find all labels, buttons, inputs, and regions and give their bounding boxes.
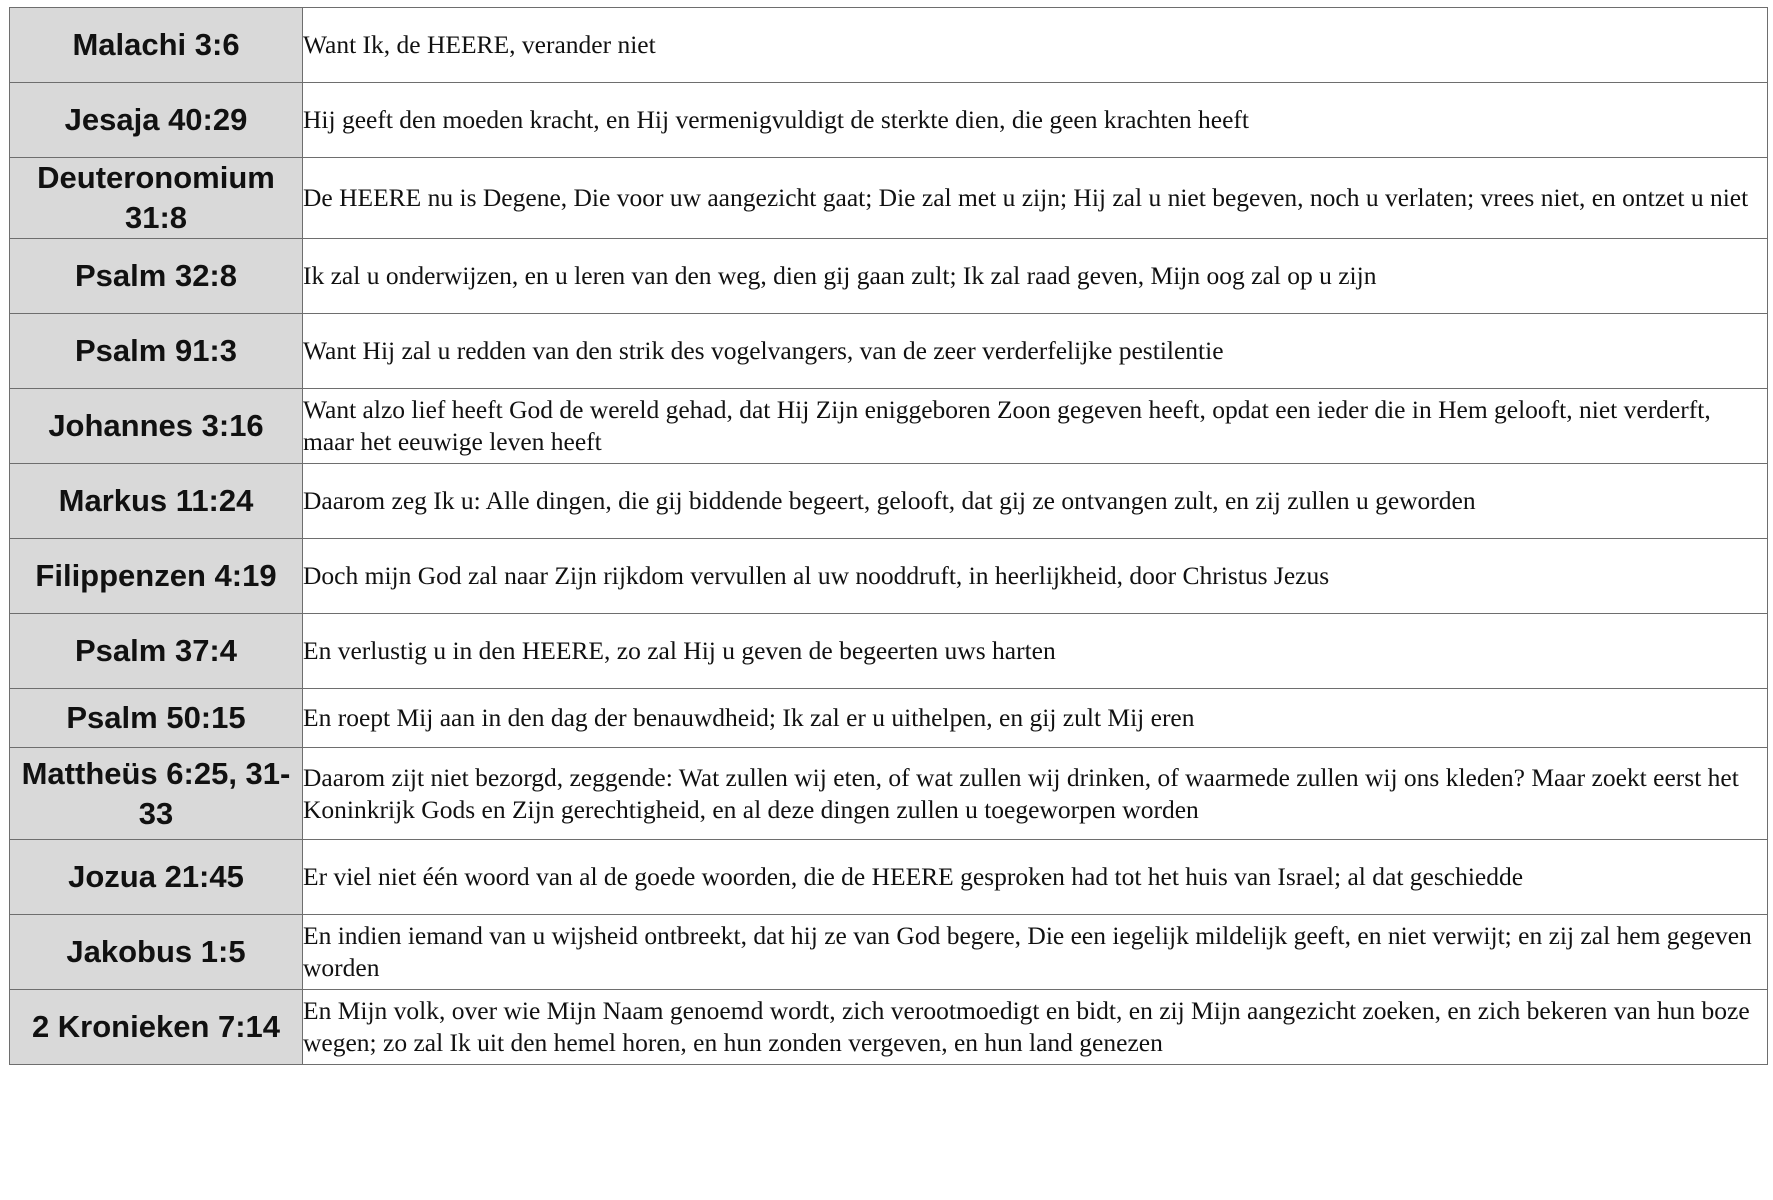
verse-text: Hij geeft den moeden kracht, en Hij vermenigvuldigt de sterkte dien, die geen krachten heeft	[303, 83, 1768, 158]
verse-text: En Mijn volk, over wie Mijn Naam genoemd wordt, zich verootmoedigt en bidt, en zij Mijn aangezicht zoeken, en zich bekeren van hun boze wegen; zo zal Ik uit den hemel horen, en hun zonden vergeven, en hun land genezen	[303, 990, 1768, 1065]
verse-text: Want Ik, de HEERE, verander niet	[303, 8, 1768, 83]
verse-reference: Filippenzen 4:19	[10, 539, 303, 614]
verse-reference: Malachi 3:6	[10, 8, 303, 83]
verse-table	[9, 7, 1768, 1065]
table-row	[10, 539, 1768, 614]
verse-reference: Markus 11:24	[10, 464, 303, 539]
verse-text: Daarom zeg Ik u: Alle dingen, die gij biddende begeert, gelooft, dat gij ze ontvangen zult, en zij zullen u geworden	[303, 464, 1768, 539]
table-row	[10, 239, 1768, 314]
verse-reference: Jesaja 40:29	[10, 83, 303, 158]
verse-text: Ik zal u onderwijzen, en u leren van den weg, dien gij gaan zult; Ik zal raad geven, Mijn oog zal op u zijn	[303, 239, 1768, 314]
table-row	[10, 158, 1768, 239]
verse-text: Want alzo lief heeft God de wereld gehad, dat Hij Zijn eniggeboren Zoon gegeven heeft, opdat een ieder die in Hem gelooft, niet verderft, maar het eeuwige leven heeft	[303, 389, 1768, 464]
verse-text: Want Hij zal u redden van den strik des vogelvangers, van de zeer verderfelijke pestilentie	[303, 314, 1768, 389]
table-row	[10, 915, 1768, 990]
verse-text: En roept Mij aan in den dag der benauwdheid; Ik zal er u uithelpen, en gij zult Mij eren	[303, 689, 1768, 748]
verse-reference: Psalm 37:4	[10, 614, 303, 689]
verse-reference: Mattheüs 6:25, 31-33	[10, 748, 303, 840]
verse-reference: Psalm 32:8	[10, 239, 303, 314]
table-row	[10, 840, 1768, 915]
verse-reference: Psalm 50:15	[10, 689, 303, 748]
table-row	[10, 389, 1768, 464]
table-row	[10, 748, 1768, 840]
table-row	[10, 614, 1768, 689]
table-row	[10, 464, 1768, 539]
verse-text: De HEERE nu is Degene, Die voor uw aangezicht gaat; Die zal met u zijn; Hij zal u niet begeven, noch u verlaten; vrees niet, en ontzet u niet	[303, 158, 1768, 239]
verse-text: En verlustig u in den HEERE, zo zal Hij u geven de begeerten uws harten	[303, 614, 1768, 689]
verse-text: Doch mijn God zal naar Zijn rijkdom vervullen al uw nooddruft, in heerlijkheid, door Christus Jezus	[303, 539, 1768, 614]
table-row	[10, 8, 1768, 83]
verse-reference: Psalm 91:3	[10, 314, 303, 389]
verse-reference: Deuteronomium 31:8	[10, 158, 303, 239]
verse-reference: Jakobus 1:5	[10, 915, 303, 990]
verse-text: Daarom zijt niet bezorgd, zeggende: Wat zullen wij eten, of wat zullen wij drinken, of waarmede zullen wij ons kleden? Maar zoekt eerst het Koninkrijk Gods en Zijn gerechtigheid, en al deze dingen zullen u toegeworpen worden	[303, 748, 1768, 840]
verse-text: En indien iemand van u wijsheid ontbreekt, dat hij ze van God begere, Die een iegelijk mildelijk geeft, en niet verwijt; en zij zal hem gegeven worden	[303, 915, 1768, 990]
table-row	[10, 990, 1768, 1065]
table-row	[10, 83, 1768, 158]
verse-text: Er viel niet één woord van al de goede woorden, die de HEERE gesproken had tot het huis van Israel; al dat geschiedde	[303, 840, 1768, 915]
verse-reference: 2 Kronieken 7:14	[10, 990, 303, 1065]
table-row	[10, 689, 1768, 748]
verse-reference: Jozua 21:45	[10, 840, 303, 915]
table-row	[10, 314, 1768, 389]
verse-reference: Johannes 3:16	[10, 389, 303, 464]
